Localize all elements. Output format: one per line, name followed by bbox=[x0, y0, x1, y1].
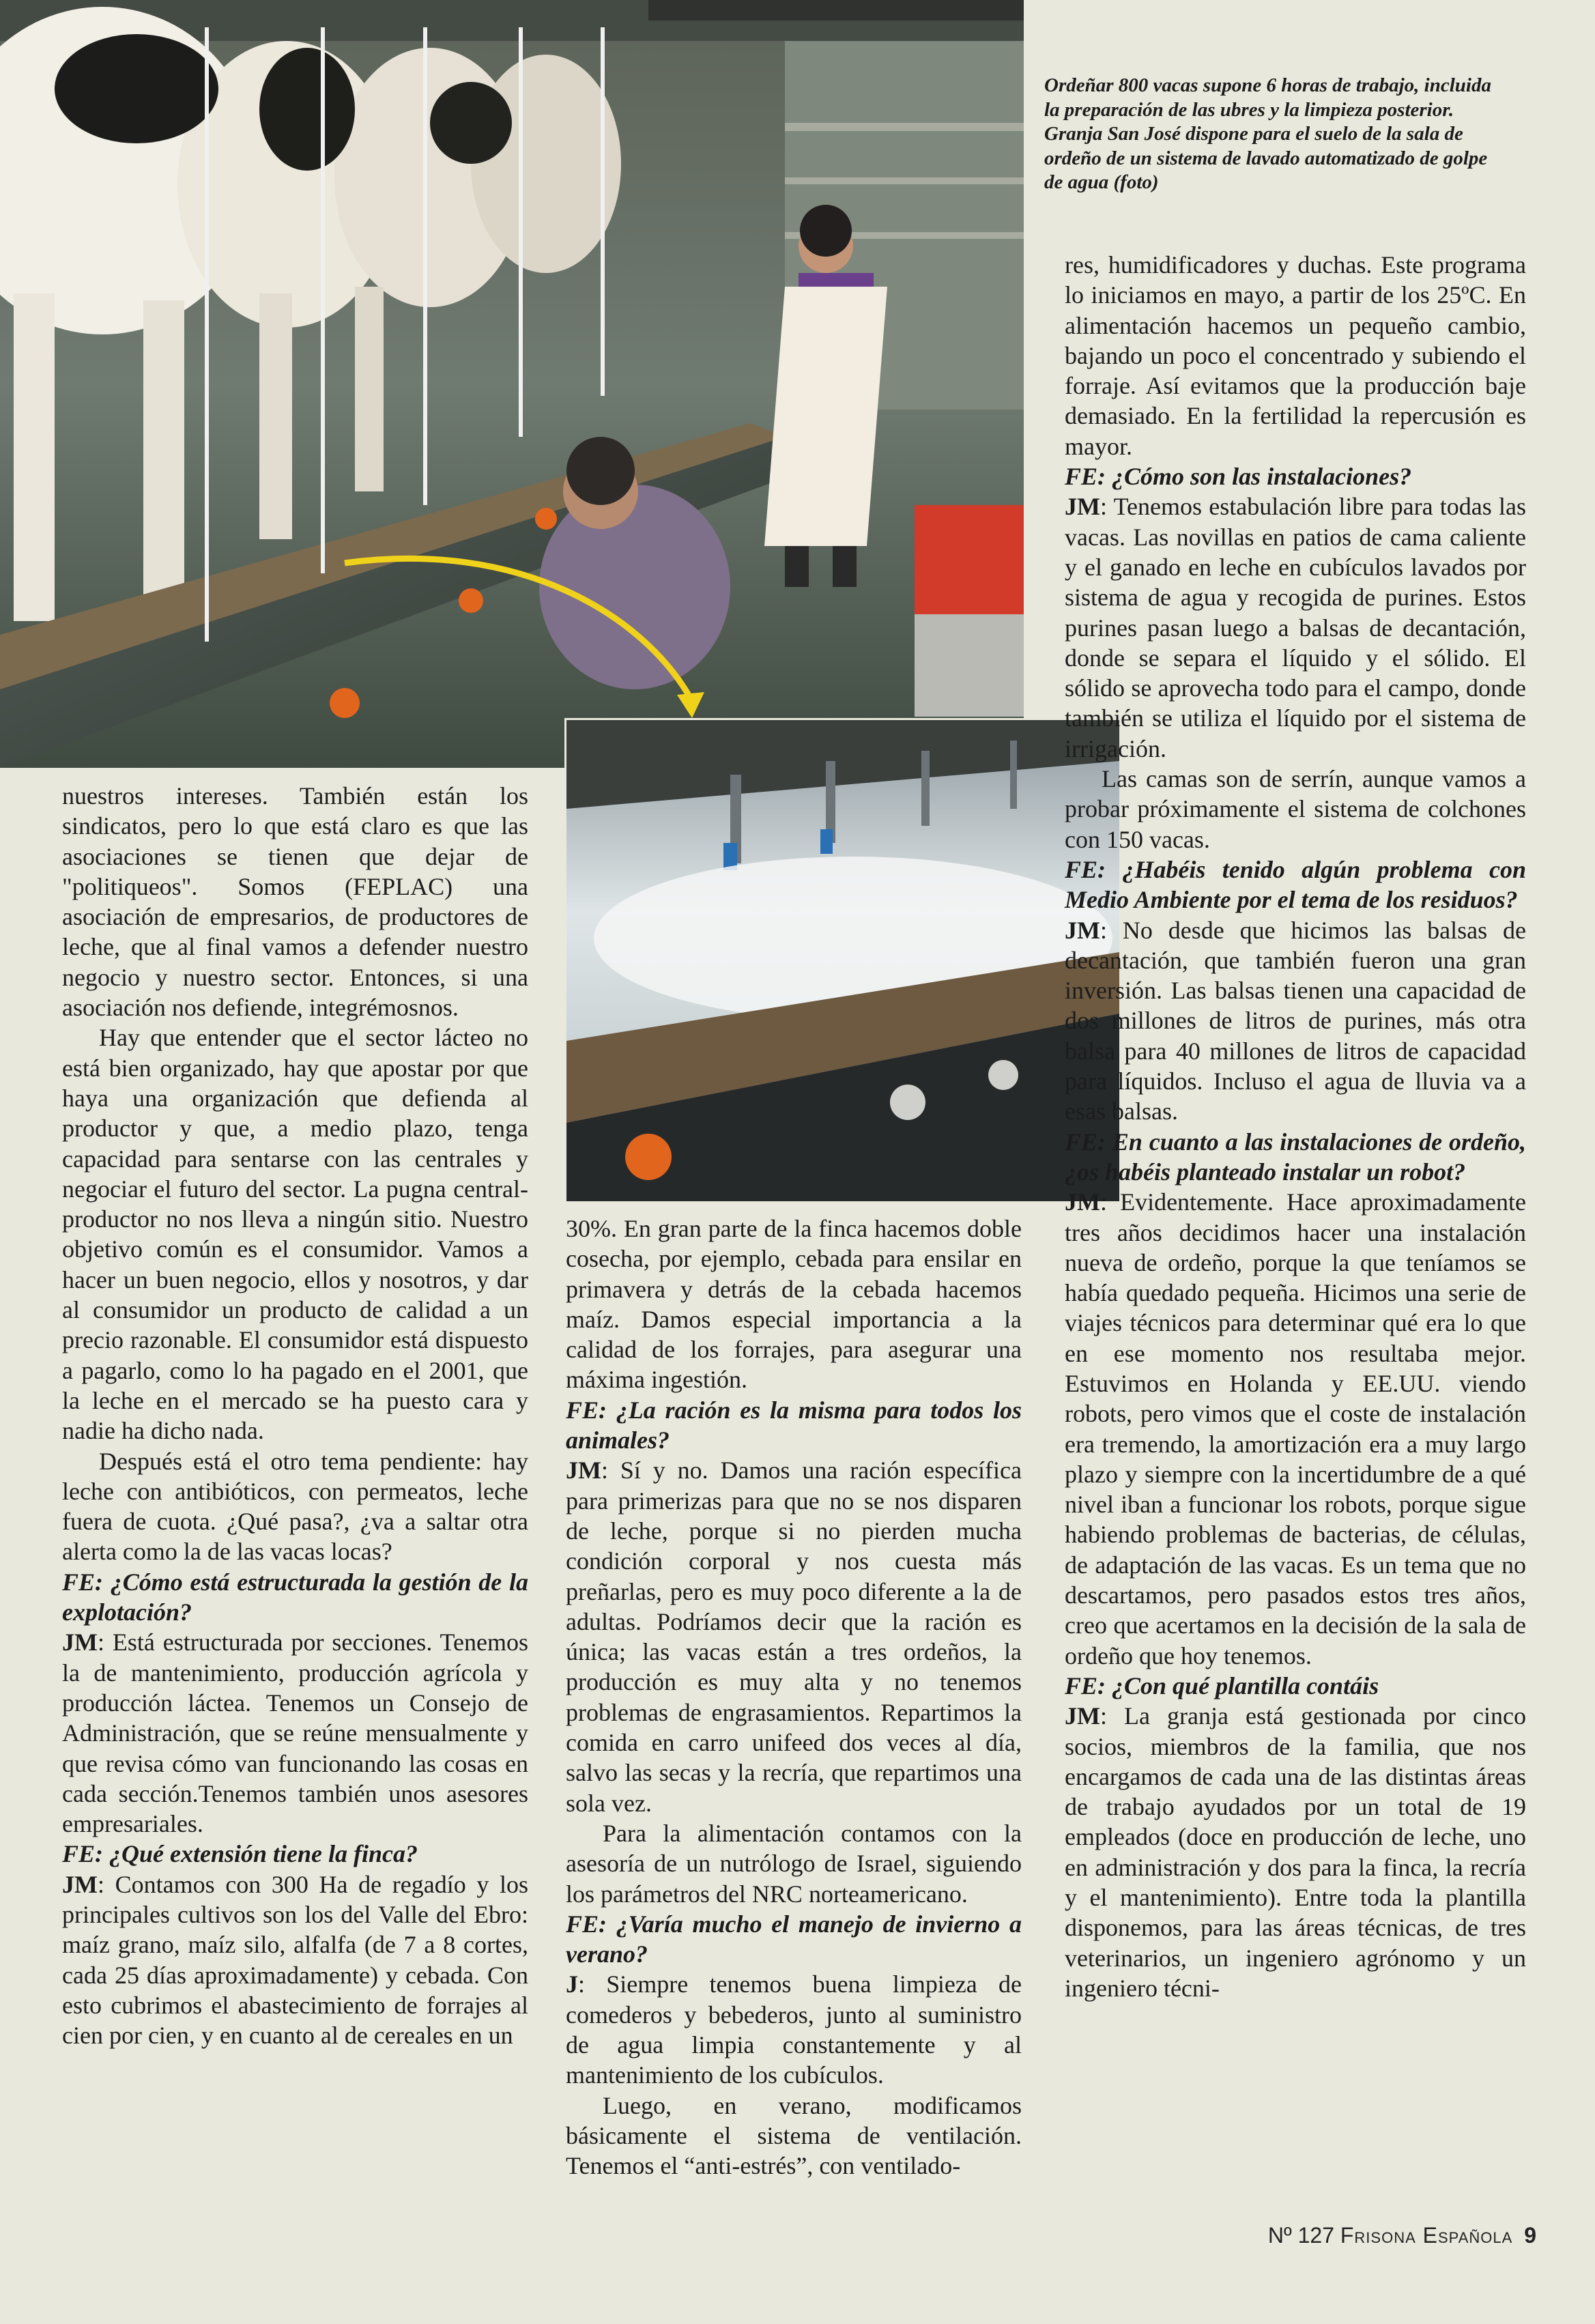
page-number: 9 bbox=[1524, 2223, 1536, 2248]
answer-text: : Tenemos estabulación libre para todas las vacas. Las novillas en patios de cama caliente y el ganado en leche en cubículos lavados por sistema de agua y recogida de purines. Estos purines pasan luego a balsas de decantación, donde se separa el líquido y el sólido. El sólido se aprovecha todo para el campo, donde también se utiliza el líquido por el sistema de irrigación. bbox=[1065, 493, 1526, 762]
floor-wash-photo bbox=[566, 720, 1119, 1201]
caption-line-1: Ordeñar 800 vacas supone 6 horas de trabajo, incluida la preparación de las ubres y la limpieza posterior. bbox=[1044, 74, 1491, 121]
col1-paragraph-1: nuestros intereses. También están los sindicatos, pero lo que está claro es que las asociaciones se tienen que dejar de "politiqueos". Somos (FEPLAC) una asociación de empresarios, de productores de leche, que al final vamos a defender nuestro negocio y nuestro sector. Entonces, si una asociación nos defiende, integrémosnos. bbox=[62, 782, 528, 1022]
col3-answer-4 bbox=[1065, 1701, 1526, 2003]
col3-answer-2 bbox=[1065, 915, 1526, 1127]
answer-text: : Contamos con 300 Ha de regadío y los principales cultivos son los del Valle del Ebro: maíz grano, maíz silo, alfalfa (de 7 a 8 cortes, cada 25 días aproximadamente) y cebada. Con esto cubrimos el abastecimiento de forrajes al cien por cien, y en cuanto al de cereales en un bbox=[62, 1870, 528, 2050]
speaker-label: JM bbox=[1065, 493, 1100, 521]
milking-parlour-photo bbox=[0, 0, 1024, 768]
col3-question-3: FE: En cuanto a las instalaciones de ordeño, ¿os habéis planteado instalar un robot? bbox=[1065, 1128, 1526, 1186]
answer-text: : Sí y no. Damos una ración específica para primerizas para que no se nos disparen de leche, porque si no pierden mucha condición corporal y nos cuesta más preñarlas, pero es muy poco diferente a la de adultas. Podríamos decir que la ración es única; las vacas están a tres ordeños, la producción es muy alta y no tenemos problemas de engrasamientos. Repartimos la comida en carro unifeed dos veces al día, salvo las secas y la recría, que repartimos una sola vez. bbox=[566, 1457, 1022, 1817]
column-2 bbox=[566, 1214, 1022, 2181]
speaker-label: JM bbox=[566, 1457, 601, 1484]
answer-text: : La granja está gestionada por cinco socios, miembros de la familia, que nos encargamos de cada una de las distintas áreas de trabajo ayudados por un total de 19 empleados (doce en producción de leche, uno en administración y dos para la finca, la recría y el mantenimiento). Entre toda la plantilla disponemos, para las áreas técnicas, de tres veterinarios, un ingeniero agrónomo y un ingeniero técni- bbox=[1065, 1702, 1526, 2002]
speaker-label: JM bbox=[62, 1870, 98, 1898]
answer-text: : Siempre tenemos buena limpieza de comederos y bebederos, junto al suministro de agua limpia constantemente y al mantenimiento de los cubículos. bbox=[566, 1970, 1022, 2089]
speaker-label: JM bbox=[1065, 1188, 1100, 1216]
col2-paragraph-1: 30%. En gran parte de la finca hacemos doble cosecha, por ejemplo, cebada para ensilar en primavera y detrás de la cebada hacemos maíz. Damos especial importancia a la calidad de los forrajes, para asegurar una máxima ingestión. bbox=[566, 1215, 1022, 1394]
col2-paragraph-2: Para la alimentación contamos con la asesoría de un nutrólogo de Israel, siguiendo los parámetros del NRC norteamericano. bbox=[566, 1819, 1022, 1908]
col3-question-4: FE: ¿Con qué plantilla contáis bbox=[1065, 1672, 1379, 1699]
caption-line-2: Granja San José dispone para el suelo de la sala de ordeño de un sistema de lavado automatizado de golpe de agua (foto) bbox=[1044, 123, 1488, 194]
photo-caption bbox=[1044, 74, 1508, 195]
col3-paragraph-2: Las camas son de serrín, aunque vamos a probar próximamente el sistema de colchones con 150 vacas. bbox=[1065, 765, 1526, 853]
column-1 bbox=[62, 781, 528, 2050]
answer-text: : Evidentemente. Hace aproximadamente tres años decidimos hacer una instalación nueva de ordeño, porque la que teníamos se había quedado pequeña. Hicimos una serie de viajes técnicos para determinar qué era lo que en ese momento nos resultaba mejor. Estuvimos en Holanda y EE.UU. viendo robots, pero vimos que el coste de instalación era tremendo, la amortización era a muy largo plazo y siempre con la incertidumbre de a qué nivel iban a funcionar los robots, porque sigue habiendo problemas de bacterias, de células, de adaptación de las vacas. Es un tema que no descartamos, pero pasados estos tres años, creo que acertamos en la decisión de la sala de ordeño que hoy tenemos. bbox=[1065, 1188, 1526, 1669]
col3-paragraph-1: res, humidificadores y duchas. Este programa lo iniciamos en mayo, a partir de los 25ºC. En alimentación hacemos un pequeño cambio, bajando un poco el concentrado y subiendo el forraje. Así evitamos que la producción baje demasiado. En la fertilidad la repercusión es mayor. bbox=[1065, 251, 1526, 460]
col2-answer-2 bbox=[566, 1969, 1022, 2090]
col2-answer-1 bbox=[566, 1455, 1022, 1818]
col3-question-2: FE: ¿Habéis tenido algún problema con Medio Ambiente por el tema de los residuos? bbox=[1065, 855, 1526, 914]
answer-text: : No desde que hicimos las balsas de decantación, que también fueron una gran inversión. Las balsas tienen una capacidad de dos millones de litros de purines, más otra balsa para 40 millones de litros de capacidad para líquidos. Incluso el agua de lluvia va a esas balsas. bbox=[1065, 916, 1526, 1125]
col3-question-1: FE: ¿Cómo son las instalaciones? bbox=[1065, 463, 1412, 491]
page-footer bbox=[1268, 2223, 1536, 2248]
speaker-label: JM bbox=[1065, 916, 1100, 944]
speaker-label: J bbox=[566, 1970, 578, 1998]
col3-answer-1 bbox=[1065, 491, 1526, 764]
answer-text: : Está estructurada por secciones. Tenemos la de mantenimiento, producción agrícola y producción láctea. Tenemos un Consejo de Administración, que se reúne mensualmente y que revisa cómo van funcionando las cosas en cada sección.Tenemos también unos asesores empresariales. bbox=[62, 1629, 528, 1838]
col1-answer-1 bbox=[62, 1627, 528, 1839]
speaker-label: JM bbox=[62, 1629, 98, 1656]
col3-answer-3 bbox=[1065, 1187, 1526, 1671]
col2-paragraph-3: Luego, en verano, modificamos básicamente el sistema de ventilación. Tenemos el “anti-estrés”, con ventilado- bbox=[566, 2091, 1022, 2180]
col1-paragraph-2: Hay que entender que el sector lácteo no está bien organizado, hay que apostar por que haya una organización que defienda al productor y que, a medio plazo, tenga capacidad para sentarse con las centrales y negociar el futuro del sector. La pugna central-productor no nos lleva a ningún sitio. Nuestro objetivo común es el consumidor. Vamos a hacer un buen negocio, ellos y nosotros, y dar al consumidor un producto de calidad a un precio razonable. El consumidor está dispuesto a pagarlo, como lo ha pagado en el 2001, que la leche en el mercado se ha puesto cara y nadie ha dicho nada. bbox=[62, 1024, 528, 1445]
col1-answer-2 bbox=[62, 1869, 528, 2051]
column-3 bbox=[1065, 250, 1526, 2003]
col1-paragraph-3: Después está el otro tema pendiente: hay leche con antibióticos, con permeatos, leche fuera de cuota. ¿Qué pasa?, ¿va a saltar otra alerta como la de las vacas locas? bbox=[62, 1447, 528, 1566]
col1-question-2: FE: ¿Qué extensión tiene la finca? bbox=[62, 1840, 418, 1868]
magazine-name: Frisona Española bbox=[1340, 2223, 1513, 2248]
speaker-label: JM bbox=[1065, 1702, 1100, 1730]
col2-question-1: FE: ¿La ración es la misma para todos los animales? bbox=[566, 1396, 1022, 1454]
issue-number: Nº 127 bbox=[1267, 2223, 1334, 2248]
col1-question-1: FE: ¿Cómo está estructurada la gestión de la explotación? bbox=[62, 1568, 528, 1626]
col2-question-2: FE: ¿Varía mucho el manejo de invierno a verano? bbox=[566, 1910, 1022, 1968]
